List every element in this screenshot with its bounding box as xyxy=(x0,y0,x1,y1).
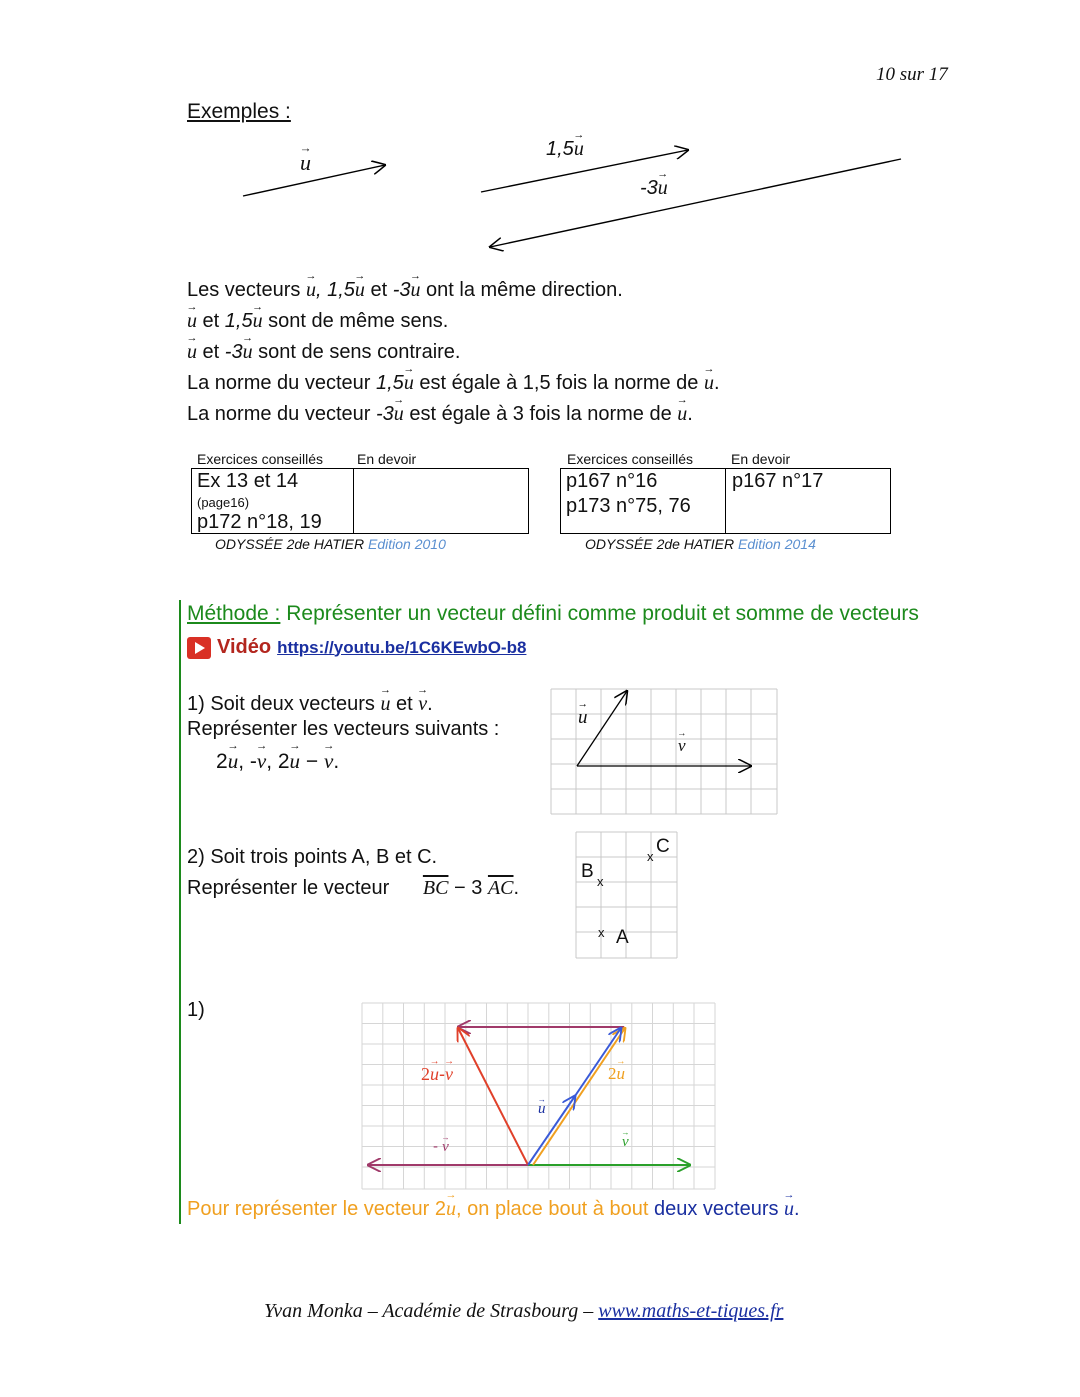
solution-label: 1) xyxy=(187,999,205,1021)
sentence-norm-1-5: La norme du vecteur 1,5→ u est égale à 1,5 fois la norme de → u. xyxy=(187,372,720,395)
point-b-cross: x xyxy=(597,874,604,889)
label-1-5u: 1,5→ u xyxy=(546,138,584,161)
solution-label-2u: 2→ u xyxy=(608,1064,625,1084)
sentence-norm-3: La norme du vecteur -3→ u est égale à 3 fois la norme de → u. xyxy=(187,403,693,426)
q1-line2: Représenter les vecteurs suivants : xyxy=(187,718,500,740)
q1-line1: 1) Soit deux vecteurs → u et → v. xyxy=(187,693,433,716)
solution-vector-u-1 xyxy=(528,1096,575,1165)
footer-site-link[interactable]: www.maths-et-tiques.fr xyxy=(598,1300,784,1322)
solution-vector-2u-minus-v xyxy=(458,1028,528,1165)
methode-green-bar xyxy=(179,600,181,1224)
table1-line2: (page16) xyxy=(197,495,250,510)
sentence-direction: Les vecteurs → u, 1,5→ u et -3→ u ont la même direction. xyxy=(187,279,623,302)
q1-grid-label-u: → u xyxy=(578,707,588,729)
methode-title: Méthode : Représenter un vecteur défini comme produit et somme de vecteurs xyxy=(187,602,919,625)
point-a-label: A xyxy=(616,927,629,948)
table1-line1: Ex 13 et 14 xyxy=(197,470,299,492)
point-b-label: B xyxy=(581,861,594,882)
solution-label-v: → v xyxy=(622,1133,629,1151)
video-link[interactable]: https://youtu.be/1C6KEwbO-b8 xyxy=(277,637,527,657)
sentence-opposite-sense: → u et -3→ u sont de sens contraire. xyxy=(187,341,460,364)
label-u: → u xyxy=(300,150,311,176)
point-c-cross: x xyxy=(647,849,654,864)
q1-grid-label-v: → v xyxy=(678,736,686,756)
table2-line1: p167 n°16 xyxy=(566,470,658,492)
solution-label-u: → u xyxy=(538,1100,546,1118)
solution-label-minus-v: - → v xyxy=(433,1138,449,1156)
table2-header-devoir: En devoir xyxy=(731,451,791,467)
q1-line3: 2→ u, -→ v, 2→ u − → v. xyxy=(216,749,339,774)
table1-line3: p172 n°18, 19 xyxy=(197,511,322,533)
page-number: 10 sur 17 xyxy=(876,64,948,85)
point-c-label: C xyxy=(656,836,670,857)
table1-header-devoir: En devoir xyxy=(357,451,417,467)
examples-title: Exemples : xyxy=(187,100,291,123)
video-label: Vidéo xyxy=(217,636,272,658)
play-icon[interactable] xyxy=(187,637,211,659)
video-row xyxy=(187,636,526,659)
vector-minus-3u-arrow xyxy=(490,159,901,247)
solution-label-2u-minus-v: 2→ u-→ v xyxy=(421,1064,453,1085)
footer: Yvan Monka – Académie de Strasbourg – www.maths-et-tiques.fr xyxy=(264,1300,784,1322)
q2-line1: 2) Soit trois points A, B et C. xyxy=(187,846,438,868)
conclusion-text: Pour représenter le vecteur 2→ u, on place bout à bout deux vecteurs → u. xyxy=(187,1198,800,1221)
examples-diagram xyxy=(0,0,1080,260)
table1-header-exercices: Exercices conseillés xyxy=(197,451,324,467)
point-a-cross: x xyxy=(598,925,605,940)
table2-devoir: p167 n°17 xyxy=(732,470,824,492)
vector-u-arrow xyxy=(243,165,385,196)
table2-source: ODYSSÉE 2de HATIER Edition 2014 xyxy=(585,536,816,552)
sentence-same-sense: → u et 1,5→ u sont de même sens. xyxy=(187,310,448,333)
table2-header-exercices: Exercices conseillés xyxy=(567,451,694,467)
label-minus-3u: -3→ u xyxy=(640,177,668,200)
q2-line2: Représenter le vecteur $\overline{BC} - 3$ $\overline{AC}$. xyxy=(187,877,520,899)
solution-vector-u-2 xyxy=(575,1028,621,1096)
table2-line2: p173 n°75, 76 xyxy=(566,495,691,517)
table1-source: ODYSSÉE 2de HATIER Edition 2010 xyxy=(215,536,446,552)
